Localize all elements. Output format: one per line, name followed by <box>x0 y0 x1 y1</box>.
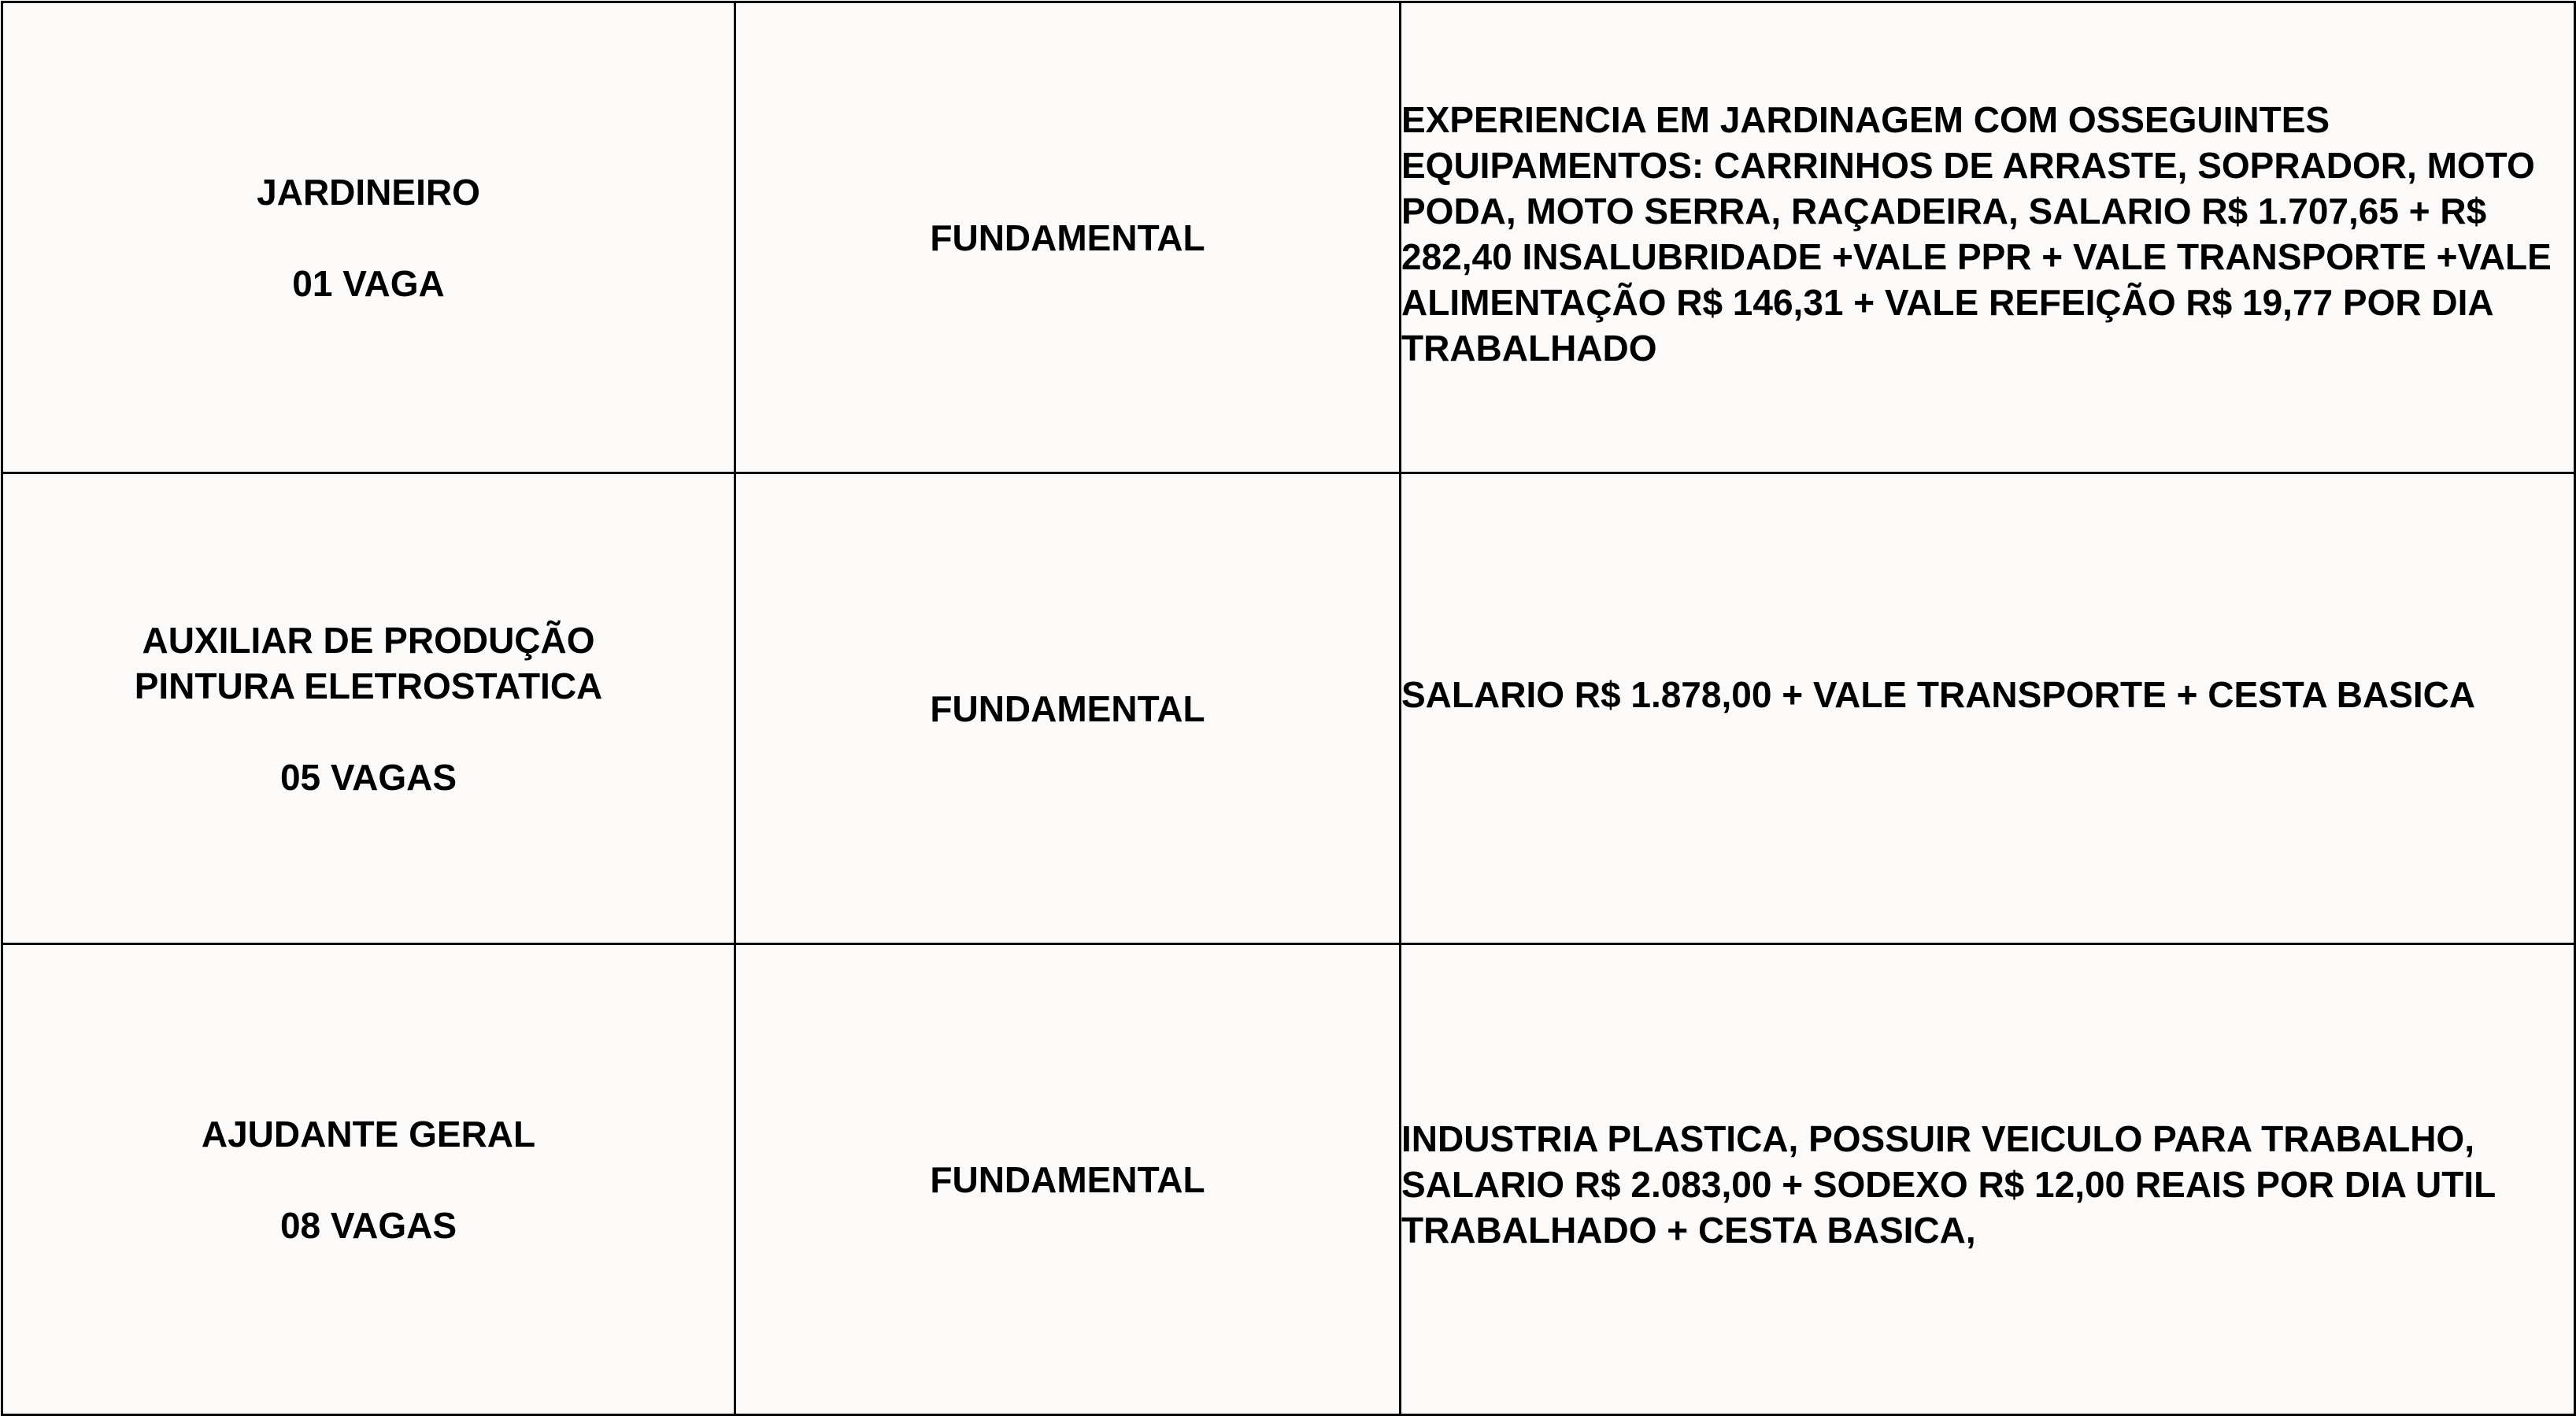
job-title: AUXILIAR DE PRODUÇÃO PINTURA ELETROSTATICA <box>134 619 603 706</box>
job-description: INDUSTRIA PLASTICA, POSSUIR VEICULO PARA TRABALHO, SALARIO R$ 2.083,00 + SODEXO R$ 12,00 REAIS POR DIA UTIL TRABALHADO + CESTA BASICA, <box>1401 1118 2496 1251</box>
description-cell <box>1401 2 2575 473</box>
education-level: FUNDAMENTAL <box>930 217 1205 258</box>
spacer <box>3 1157 734 1203</box>
education-cell <box>735 473 1401 944</box>
openings-count: 01 VAGA <box>292 262 445 304</box>
table-row <box>2 2 2575 473</box>
job-description: SALARIO R$ 1.878,00 + VALE TRANSPORTE + CESTA BASICA <box>1401 674 2476 715</box>
job-description: EXPERIENCIA EM JARDINAGEM COM OSSEGUINTES EQUIPAMENTOS: CARRINHOS DE ARRASTE, SOPRADOR, MOTO PODA, MOTO SERRA, RAÇADEIRA, SALARIO R$ 1.707,65 + R$ 282,40 INSALUBRIDADE +VALE PPR + VALE TRANSPORTE +VALE ALIMENTAÇÃO R$ 146,31 + VALE REFEIÇÃO R$ 19,77 POR DIA TRABALHADO <box>1401 98 2552 369</box>
job-title: AJUDANTE GERAL <box>201 1113 536 1155</box>
description-cell <box>1401 473 2575 944</box>
job-title-cell <box>2 944 735 1415</box>
openings-count: 05 VAGAS <box>279 756 457 798</box>
spacer <box>3 215 734 261</box>
job-listings-table <box>1 1 2576 1416</box>
education-level: FUNDAMENTAL <box>930 688 1205 729</box>
job-title-cell <box>2 2 735 473</box>
openings-count: 08 VAGAS <box>279 1204 457 1246</box>
spacer <box>3 709 734 754</box>
education-cell <box>735 944 1401 1415</box>
description-cell <box>1401 944 2575 1415</box>
job-title: JARDINEIRO <box>257 171 480 213</box>
table-row <box>2 473 2575 944</box>
job-title-cell <box>2 473 735 944</box>
education-cell <box>735 2 1401 473</box>
table-row <box>2 944 2575 1415</box>
education-level: FUNDAMENTAL <box>930 1158 1205 1200</box>
